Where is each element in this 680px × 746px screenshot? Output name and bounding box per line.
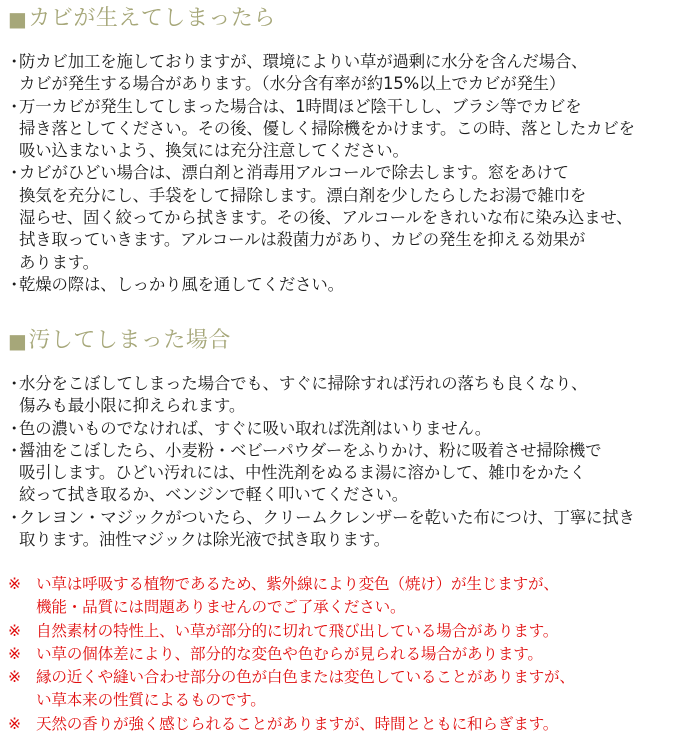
square-bullet-icon: ■	[8, 7, 28, 31]
list-item-line: 絞って拭き取るか、ベンジンで軽く叩いてください。	[19, 485, 408, 505]
list-item-line: 掃き落としてください。その後、優しく掃除機をかけます。この時、落としたカビを	[19, 118, 635, 138]
note-line: 機能・品質には問題ありませんのでご了承ください。	[36, 598, 406, 617]
note-item	[8, 713, 676, 736]
bullet-marker: ・	[6, 418, 23, 438]
caution-notes	[8, 573, 676, 736]
list-item	[6, 373, 674, 418]
list-item-line: 吸い込まないよう、換気には充分注意してください。	[19, 141, 409, 161]
list-item-line: 乾燥の際は、しっかり風を通してください。	[19, 274, 344, 294]
list-item-line: 水分をこぼしてしまった場合でも、すぐに掃除すれば汚れの落ちも良くなり、	[19, 374, 588, 393]
bullet-marker: ・	[6, 274, 23, 294]
note-mark: ※	[8, 575, 21, 593]
square-bullet-icon: ■	[8, 329, 28, 353]
list-item-line: 防カビ加工を施しておりますが、環境によりい草が過剰に水分を含んだ場合、	[19, 52, 588, 71]
list-item	[6, 162, 674, 273]
note-mark: ※	[8, 714, 21, 733]
note-item	[8, 620, 676, 643]
mold-section-title: カビが生えてしまったら	[28, 6, 276, 31]
list-item-line: カビが発生する場合があります。（水分含有率が約15%以上でカビが発生）	[19, 74, 566, 94]
note-line: い草は呼吸する植物であるため、紫外線により変色（焼け）が生じますが、	[36, 575, 559, 593]
list-item	[6, 274, 674, 296]
note-item	[8, 643, 676, 666]
note-item	[8, 573, 676, 620]
note-line: 天然の香りが強く感じられることがありますが、時間とともに和らぎます。	[36, 714, 559, 733]
list-item	[6, 507, 674, 552]
list-item-line: 醤油をこぼしたら、小麦粉・ベビーパウダーをふりかけ、粉に吸着させ掃除機で	[19, 440, 602, 460]
note-mark: ※	[8, 644, 21, 663]
list-item-line: 吸引します。ひどい汚れには、中性洗剤をぬるま湯に溶かして、雑巾をかたく	[19, 463, 586, 483]
note-mark: ※	[8, 668, 21, 687]
bullet-marker: ・	[6, 96, 23, 116]
stain-instructions-list	[6, 373, 674, 551]
list-item	[6, 418, 674, 440]
list-item-line: 換気を充分にし、手袋をして掃除します。漂白剤を少したらしたお湯で雑巾を	[19, 185, 587, 205]
list-item-line: あります。	[19, 252, 99, 272]
list-item	[6, 96, 674, 163]
list-item-line: カビがひどい場合は、漂白剤と消毒用アルコールで除去します。窓をあけて	[19, 163, 569, 183]
list-item-line: クレヨン・マジックがついたら、クリームクレンザーを乾いた布につけ、丁寧に拭き	[19, 507, 635, 527]
stain-section-title: 汚してしまった場合	[28, 328, 231, 353]
bullet-marker: ・	[6, 440, 23, 460]
note-mark: ※	[8, 621, 21, 640]
list-item-line: 万一カビが発生してしまった場合は、1時間ほど陰干しし、ブラシ等でカビを	[19, 96, 582, 116]
note-line: い草の個体差により、部分的な変色や色むらが見られる場合があります。	[36, 644, 543, 663]
list-item-line: 傷みも最小限に抑えられます。	[19, 396, 246, 416]
list-item-line: 取ります。油性マジックは除光液で拭き取ります。	[19, 530, 390, 550]
mold-instructions-list	[6, 51, 674, 296]
list-item-line: 色の濃いものでなければ、すぐに吸い取れば洗剤はいりません。	[19, 418, 491, 438]
list-item	[6, 51, 674, 96]
list-item-line: 拭き取っていきます。アルコールは殺菌力があり、カビの発生を抑える効果が	[19, 230, 586, 250]
bullet-marker: ・	[6, 52, 23, 71]
bullet-marker: ・	[6, 507, 23, 527]
note-line: い草本来の性質によるものです。	[36, 691, 266, 710]
stain-section-heading	[8, 330, 231, 352]
note-item	[8, 666, 676, 713]
list-item-line: 湿らせ、固く絞ってから拭きます。その後、アルコールをきれいな布に染み込ませ、	[19, 208, 633, 228]
mold-section-heading	[8, 8, 276, 30]
list-item	[6, 440, 674, 507]
note-line: 縁の近くや縫い合わせ部分の色が白色または変色していることがありますが、	[36, 668, 575, 687]
note-line: 自然素材の特性上、い草が部分的に切れて飛び出している場合があります。	[36, 621, 559, 640]
bullet-marker: ・	[6, 374, 23, 393]
bullet-marker: ・	[6, 163, 23, 183]
